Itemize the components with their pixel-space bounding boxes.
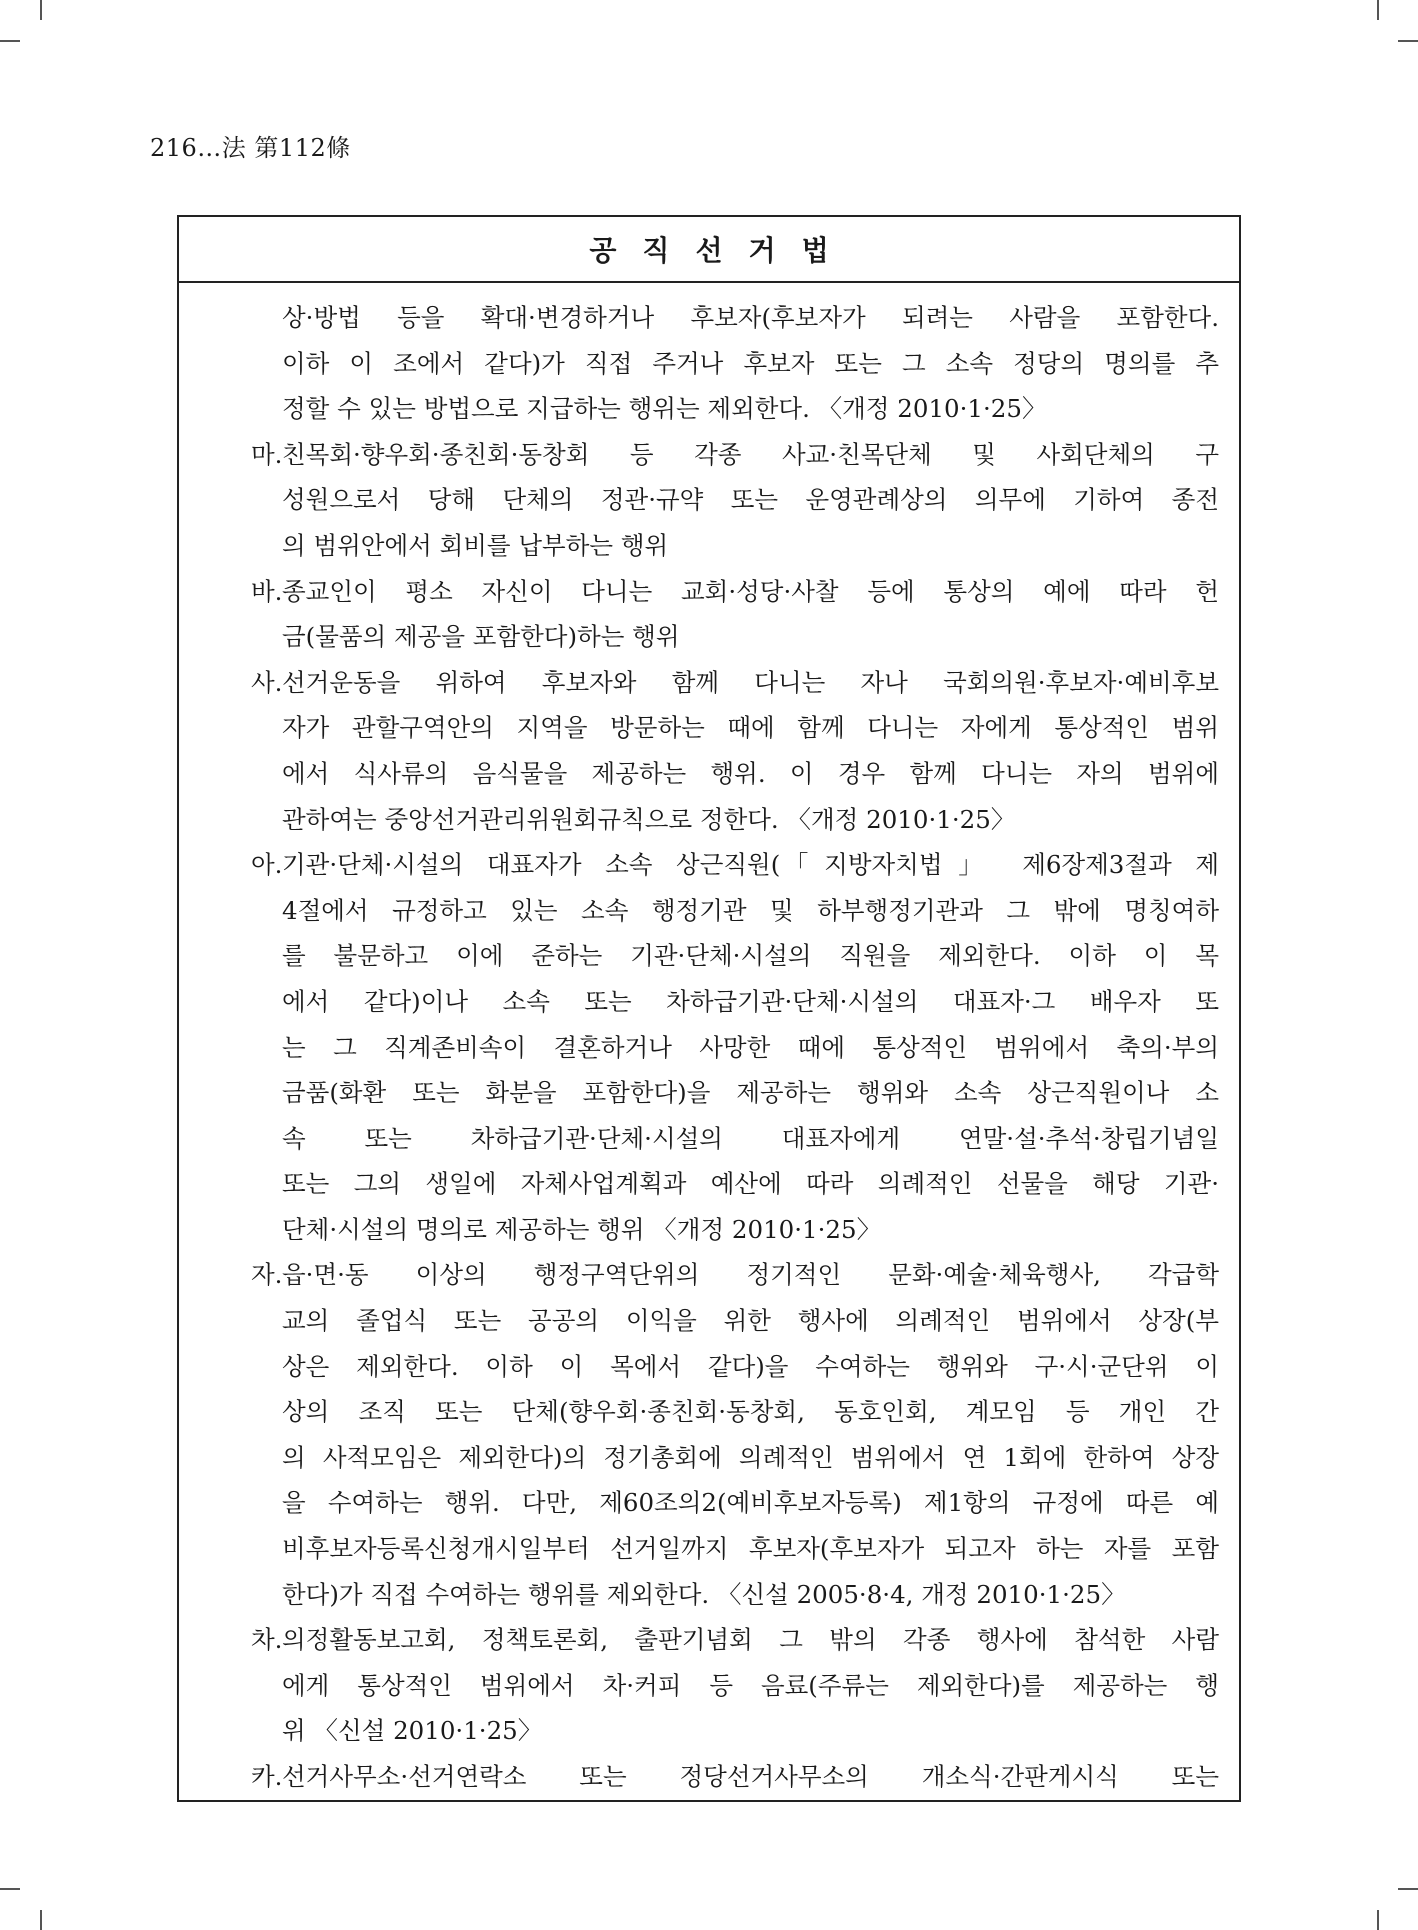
text-line: 4절에서 규정하고 있는 소속 행정기관 및 하부행정기관과 그 밖에 명칭여하	[282, 895, 1219, 925]
law-body	[179, 283, 1239, 1800]
text-line: 속 또는 차하급기관·단체·시설의 대표자에게 연말·설·추석·창립기념일	[282, 1123, 1219, 1153]
item-cha	[179, 1617, 1239, 1754]
crop-mark-left-top	[0, 40, 20, 42]
text-line: 한다)가 직접 수여하는 행위를 제외한다. 〈신설 2005·8·4, 개정 2010·1·25〉	[282, 1579, 1126, 1609]
item-marker: 마.	[251, 439, 283, 469]
law-title-bar	[179, 217, 1239, 283]
item-first-line	[251, 569, 1219, 615]
page-header: 216…法 第112條	[150, 134, 351, 162]
text-line: 자가 관할구역안의 지역을 방문하는 때에 함께 다니는 자에게 통상적인 범위	[282, 713, 1219, 743]
text-line: 는 그 직계존비속이 결혼하거나 사망한 때에 통상적인 범위에서 축의·부의	[282, 1032, 1219, 1062]
text-line: 금품(화환 또는 화분을 포함한다)을 제공하는 행위와 소속 상근직원이나 소	[282, 1078, 1219, 1108]
item-marker: 자.	[251, 1260, 283, 1290]
text-line: 선거운동을 위하여 후보자와 함께 다니는 자나 국회의원·후보자·예비후보	[282, 667, 1219, 697]
text-line: 를 불문하고 이에 준하는 기관·단체·시설의 직원을 제외한다. 이하 이 목	[282, 941, 1219, 971]
text-line: 금(물품의 제공을 포함한다)하는 행위	[282, 622, 680, 652]
crop-mark-right-top	[1398, 40, 1418, 42]
text-line: 을 수여하는 행위. 다만, 제60조의2(예비후보자등록) 제1항의 규정에 따른 예	[282, 1488, 1219, 1518]
text-line: 위 〈신설 2010·1·25〉	[282, 1716, 543, 1746]
crop-mark-left-bottom	[0, 1888, 20, 1890]
text-line: 에게 통상적인 범위에서 차·커피 등 음료(주류는 제외한다)를 제공하는 행	[282, 1670, 1219, 1700]
crop-mark-bottom-right	[1377, 1910, 1379, 1930]
item-first-line	[251, 432, 1219, 478]
item-a	[179, 842, 1239, 1252]
text-line: 선거사무소·선거연락소 또는 정당선거사무소의 개소식·간판게시식 또는	[282, 1762, 1219, 1791]
item-first-line	[251, 1252, 1219, 1298]
item-ma	[179, 432, 1239, 569]
text-line: 종교인이 평소 자신이 다니는 교회·성당·사찰 등에 통상의 예에 따라 헌	[282, 576, 1219, 606]
item-sa	[179, 660, 1239, 842]
text-line: 단체·시설의 명의로 제공하는 행위 〈개정 2010·1·25〉	[282, 1214, 882, 1244]
text-line: 에서 식사류의 음식물을 제공하는 행위. 이 경우 함께 다니는 자의 범위에	[282, 758, 1219, 788]
item-first-line	[251, 842, 1219, 888]
item-marker: 차.	[251, 1625, 283, 1655]
text-line: 의 범위안에서 회비를 납부하는 행위	[282, 530, 669, 560]
text-line: 상은 제외한다. 이하 이 목에서 같다)을 수여하는 행위와 구·시·군단위 이	[282, 1351, 1219, 1381]
item-first-line	[251, 1754, 1219, 1800]
crop-mark-top-right	[1377, 0, 1379, 20]
text-line: 정할 수 있는 방법으로 지급하는 행위는 제외한다. 〈개정 2010·1·25〉	[282, 394, 1047, 424]
law-title: 공직선거법	[589, 234, 855, 267]
text-line: 기관·단체·시설의 대표자가 소속 상근직원(「지방자치법」 제6장제3절과 제	[282, 850, 1219, 880]
item-marker: 카.	[251, 1762, 283, 1791]
text-line: 이하 이 조에서 같다)가 직접 주거나 후보자 또는 그 소속 정당의 명의를 추	[282, 348, 1219, 378]
law-box	[177, 215, 1241, 1802]
item-ka	[179, 1754, 1239, 1800]
text-line: 교의 졸업식 또는 공공의 이익을 위한 행사에 의례적인 범위에서 상장(부	[282, 1306, 1219, 1336]
crop-mark-bottom-left	[40, 1910, 42, 1930]
text-line: 에서 같다)이나 소속 또는 차하급기관·단체·시설의 대표자·그 배우자 또	[282, 986, 1219, 1016]
text-line: 비후보자등록신청개시일부터 선거일까지 후보자(후보자가 되고자 하는 자를 포함	[282, 1534, 1219, 1564]
item-ba	[179, 569, 1239, 660]
text-line: 또는 그의 생일에 자체사업계획과 예산에 따라 의례적인 선물을 해당 기관·	[282, 1169, 1219, 1199]
item-first-line	[251, 1617, 1219, 1663]
item-ja	[179, 1252, 1239, 1617]
text-line: 성원으로서 당해 단체의 정관·규약 또는 운영관례상의 의무에 기하여 종전	[282, 485, 1219, 515]
text-line: 읍·면·동 이상의 행정구역단위의 정기적인 문화·예술·체육행사, 각급학	[282, 1260, 1219, 1290]
item-marker: 바.	[251, 576, 283, 606]
text-line: 상의 조직 또는 단체(향우회·종친회·동창회, 동호인회, 계모임 등 개인 간	[282, 1397, 1219, 1427]
item-marker: 사.	[251, 667, 283, 697]
text-line: 의 사적모임은 제외한다)의 정기총회에 의례적인 범위에서 연 1회에 한하여 상장	[282, 1442, 1219, 1472]
item-first-line	[251, 660, 1219, 706]
continuation-paragraph	[179, 295, 1239, 432]
text-line: 관하여는 중앙선거관리위원회규칙으로 정한다. 〈개정 2010·1·25〉	[282, 804, 1016, 834]
crop-mark-top-left	[40, 0, 42, 20]
crop-mark-right-bottom	[1398, 1888, 1418, 1890]
text-line: 의정활동보고회, 정책토론회, 출판기념회 그 밖의 각종 행사에 참석한 사람	[282, 1625, 1219, 1655]
text-line: 상·방법 등을 확대·변경하거나 후보자(후보자가 되려는 사람을 포함한다.	[282, 303, 1219, 332]
text-line: 친목회·향우회·종친회·동창회 등 각종 사교·친목단체 및 사회단체의 구	[282, 439, 1219, 469]
item-marker: 아.	[251, 850, 283, 880]
